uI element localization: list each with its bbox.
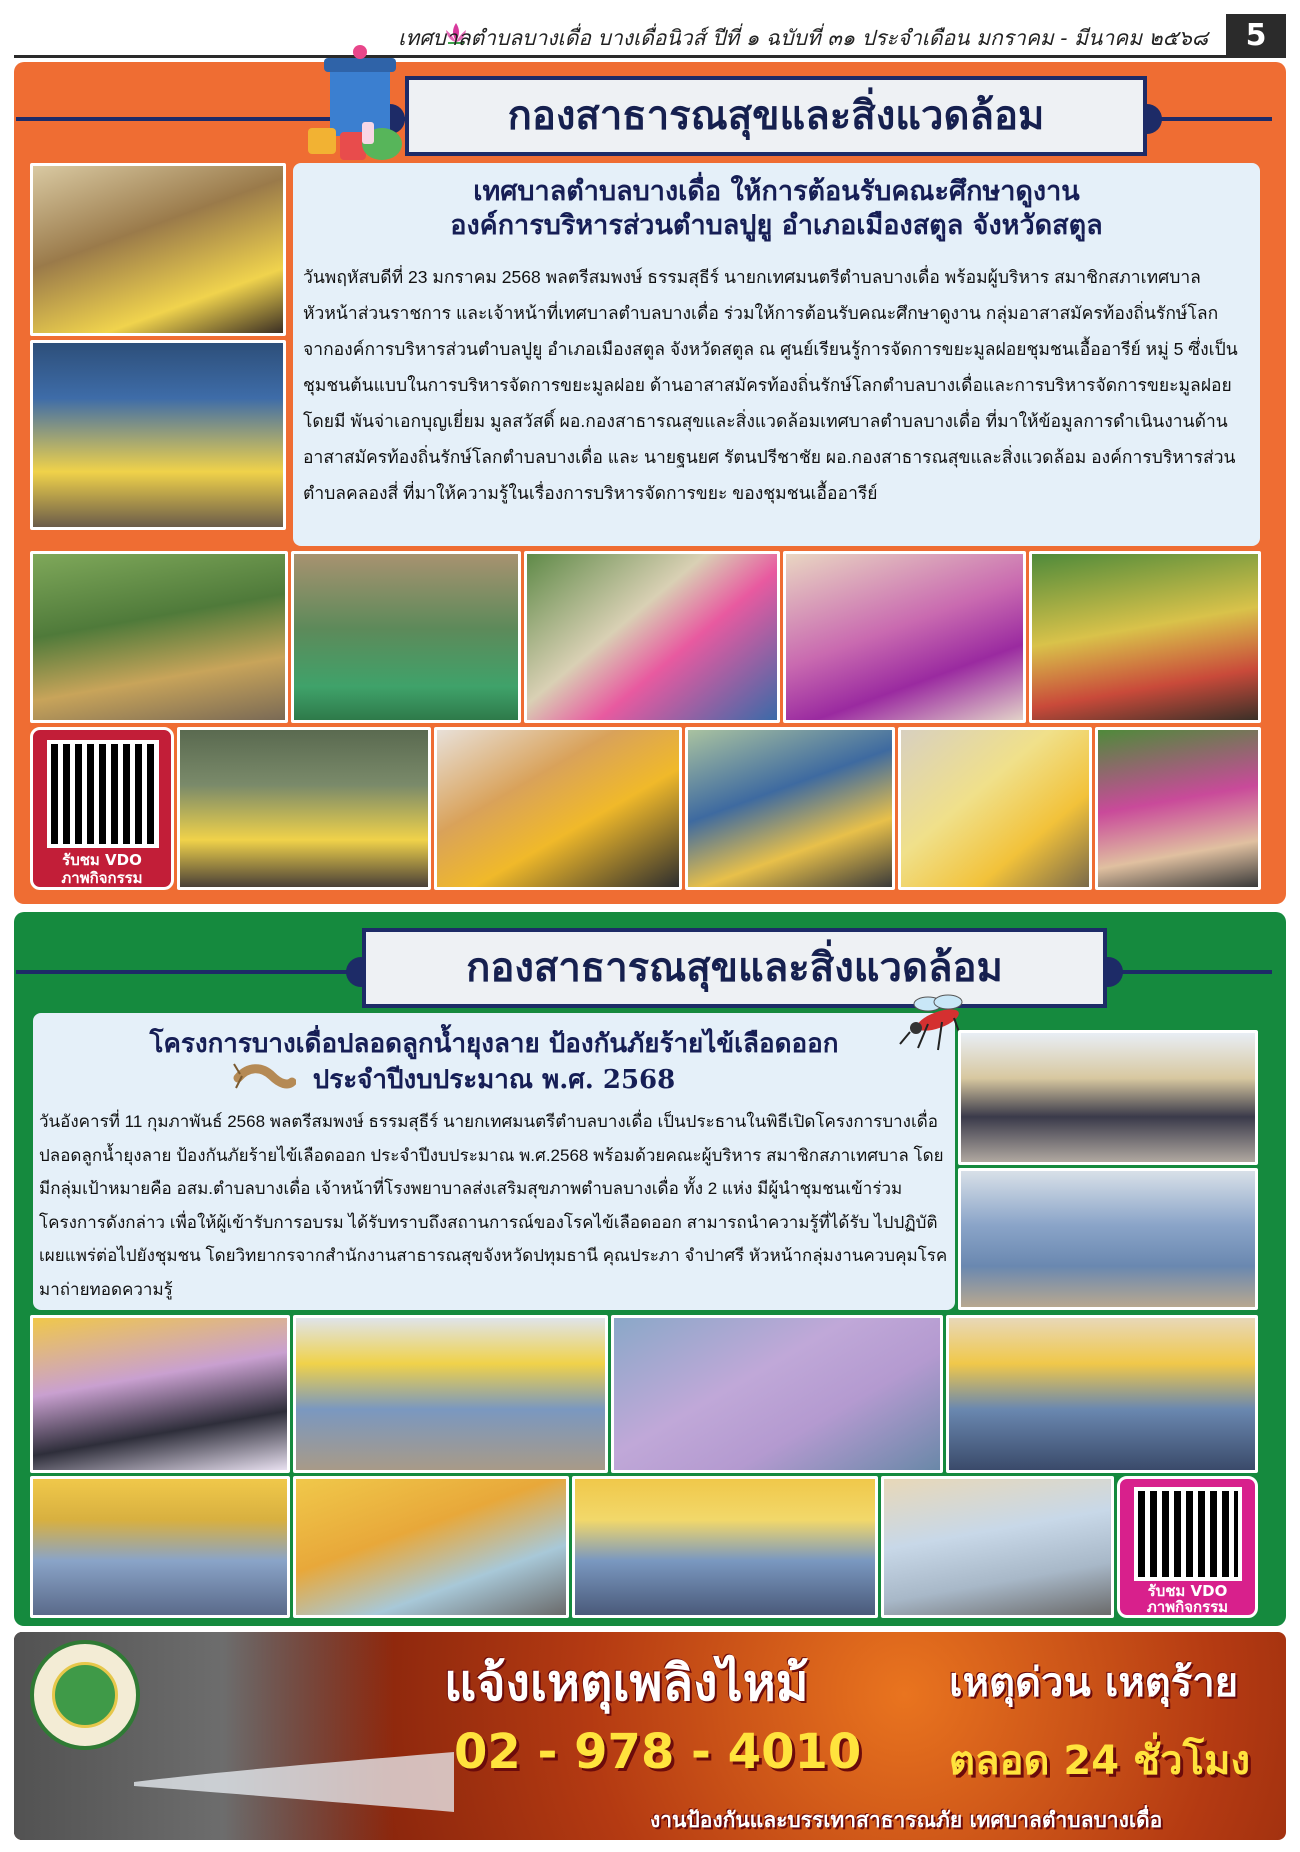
- disaster-dept-text: งานป้องกันและบรรเทาสาธารณภัย เทศบาลตำบลบางเดื่อ: [650, 1808, 1163, 1832]
- photo-speaker-mic: [293, 1476, 569, 1618]
- urgent-incident-text: เหตุด่วน เหตุร้าย: [949, 1660, 1239, 1706]
- photo-group-bags: [1095, 727, 1261, 890]
- photo-lecturer-closeup: [881, 1476, 1114, 1618]
- photo-lecture-wide: [30, 1476, 290, 1618]
- page-number: 5: [1226, 14, 1286, 58]
- photo-training-room: [293, 1315, 608, 1473]
- qr-panel-2[interactable]: [1117, 1476, 1258, 1618]
- fire-report-title: แจ้งเหตุเพลิงไหม้: [444, 1654, 809, 1712]
- article-heading-line2: ประจำปีงบประมาณ พ.ศ. 2568: [312, 1065, 676, 1095]
- photo-recycled-craft: [898, 727, 1092, 890]
- photo-hall-seated: [946, 1315, 1258, 1473]
- photo-discussion: [685, 727, 895, 890]
- water-spray-icon: [134, 1742, 454, 1822]
- article-heading-line1: โครงการบางเดื่อปลอดลูกน้ำยุงลาย ป้องกันภัยร้ายไข้เลือดออก: [149, 1029, 839, 1059]
- qr-label-activity: ภาพกิจกรรม: [1146, 1598, 1229, 1616]
- qr-label-watch: รับชม VDO: [62, 851, 142, 869]
- article-body: วันพฤหัสบดีที่ 23 มกราคม 2568 พลตรีสมพงษ์ ธรรมสุธีร์ นายกเทศมนตรีตำบลบางเดื่อ พร้อมผู้บริหาร สมาชิกสภาเทศบาล หัวหน้าส่วนราชการ และเจ้าหน้าที่เทศบาลตำบลบางเดื่อ ร่วมให้การต้อนรับคณะศึกษาดูงาน กลุ่มอาสาสมัครท้องถิ่นรักษ์โลก จากองค์การบริหารส่วนตำบลปูยู อำเภอเมืองสตูล จังหวัดสตูล ณ ศูนย์เรียนรู้การจัดการขยะมูลฝอยชุมชนเอื้ออารีย์ หมู่ 5 ซึ่งเป็นชุมชนต้นแบบในการบริหารจัดการขยะมูลฝอย ด้านอาสาสมัครท้องถิ่นรักษ์โลกตำบลบางเดื่อและการบริหารจัดการขยะมูลฝอย โดยมี พันจ่าเอกบุญเยี่ยม มูลสวัสดิ์ ผอ.กองสาธารณสุขและสิ่งแวดล้อมเทศบาลตำบลบางเดื่อ ที่มาให้ข้อมูลการดำเนินงานด้านอาสาสมัครท้องถิ่นรักษ์โลกตำบลบางเดื่อ และ นายฐนยศ รัตนปรีชาชัย ผอ.กองสาธารณสุขและสิ่งแวดล้อม องค์การบริหารส่วนตำบลคลองสี่ ที่มาให้ความรู้ในเรื่องการบริหารจัดการขยะ ของชุมชนเอื้ออารีย์: [303, 267, 1238, 503]
- page-header: [14, 14, 1286, 58]
- article-study-visit: [293, 163, 1260, 546]
- waste-bin-icon: [300, 36, 420, 166]
- photo-speaker: [783, 551, 1026, 723]
- photo-audience: [1029, 551, 1261, 723]
- photo-welcome-officials: [30, 163, 286, 336]
- section-title-2: กองสาธารณสุขและสิ่งแวดล้อม: [362, 928, 1107, 1008]
- qr-code-2[interactable]: [1134, 1487, 1242, 1581]
- qr-label-activity: ภาพกิจกรรม: [61, 869, 143, 887]
- photo-lecture-stage: [572, 1476, 878, 1618]
- qr-code-1[interactable]: [47, 740, 159, 848]
- photo-group-opening: [958, 1030, 1258, 1165]
- photo-outdoor-dance: [30, 551, 288, 723]
- section-title-1: กองสาธารณสุขและสิ่งแวดล้อม: [405, 76, 1147, 156]
- larva-icon: [232, 1056, 296, 1102]
- photo-performance: [291, 551, 521, 723]
- newsletter-header-text: เทศบาลตำบลบางเดื่อ บางเดื่อนิวส์ ปีที่ ๑ ฉบับที่ ๓๑ ประจำเดือน มกราคม - มีนาคม ๒๕๖๘: [398, 26, 1208, 50]
- article-body: วันอังคารที่ 11 กุมภาพันธ์ 2568 พลตรีสมพงษ์ ธรรมสุธีร์ นายกเทศมนตรีตำบลบางเดื่อ เป็นประธานในพิธีเปิดโครงการบางเดื่อปลอดลูกน้ำยุงลาย ป้องกันภัยร้ายไข้เลือดออก ประจำปีงบประมาณ พ.ศ.2568 พร้อมด้วยคณะผู้บริหาร สมาชิกสภาเทศบาล โดยมีกลุ่มเป้าหมายคือ อสม.ตำบลบางเดื่อ เจ้าหน้าที่โรงพยาบาลส่งเสริมสุขภาพตำบลบางเดื่อ ทั้ง 2 แห่ง มีผู้นำชุมชนเข้าร่วมโครงการดังกล่าว เพื่อให้ผู้เข้ารับการอบรม ได้รับทราบถึงสถานการณ์ของโรคไข้เลือดออก สามารถนำความรู้ที่ได้รับ ไปปฏิบัติเผยแพร่ต่อไปยังชุมชน โดยวิทยากรจากสำนักงานสาธารณสุขจังหวัดปทุมธานี คุณประภา จำปาศรี หัวหน้ากลุ่มงานควบคุมโรค มาถ่ายทอดความรู้: [39, 1112, 948, 1299]
- municipality-seal: [30, 1640, 140, 1750]
- qr-panel-1[interactable]: [30, 727, 174, 890]
- emergency-phone[interactable]: 02 - 978 - 4010: [454, 1724, 862, 1780]
- photo-hall-meeting: [177, 727, 431, 890]
- qr-label-watch: รับชม VDO: [1147, 1582, 1228, 1600]
- photo-presentation: [524, 551, 780, 723]
- article-dengue-project: [33, 1013, 955, 1310]
- photo-participants-masks: [611, 1315, 943, 1473]
- photo-craft-table: [434, 727, 682, 890]
- photo-president-speech: [30, 1315, 290, 1473]
- photo-group-welcome: [30, 340, 286, 530]
- article-heading-line2: องค์การบริหารส่วนตำบลปูยู อำเภอเมืองสตูล จังหวัดสตูล: [450, 210, 1103, 241]
- hours-text: ตลอด 24 ชั่วโมง: [949, 1738, 1250, 1784]
- article-heading-line1: เทศบาลตำบลบางเดื่อ ให้การต้อนรับคณะศึกษาดูงาน: [473, 176, 1080, 207]
- fire-emergency-banner: [14, 1632, 1286, 1840]
- photo-attendees-hall: [958, 1168, 1258, 1310]
- seal-emblem: [52, 1662, 118, 1728]
